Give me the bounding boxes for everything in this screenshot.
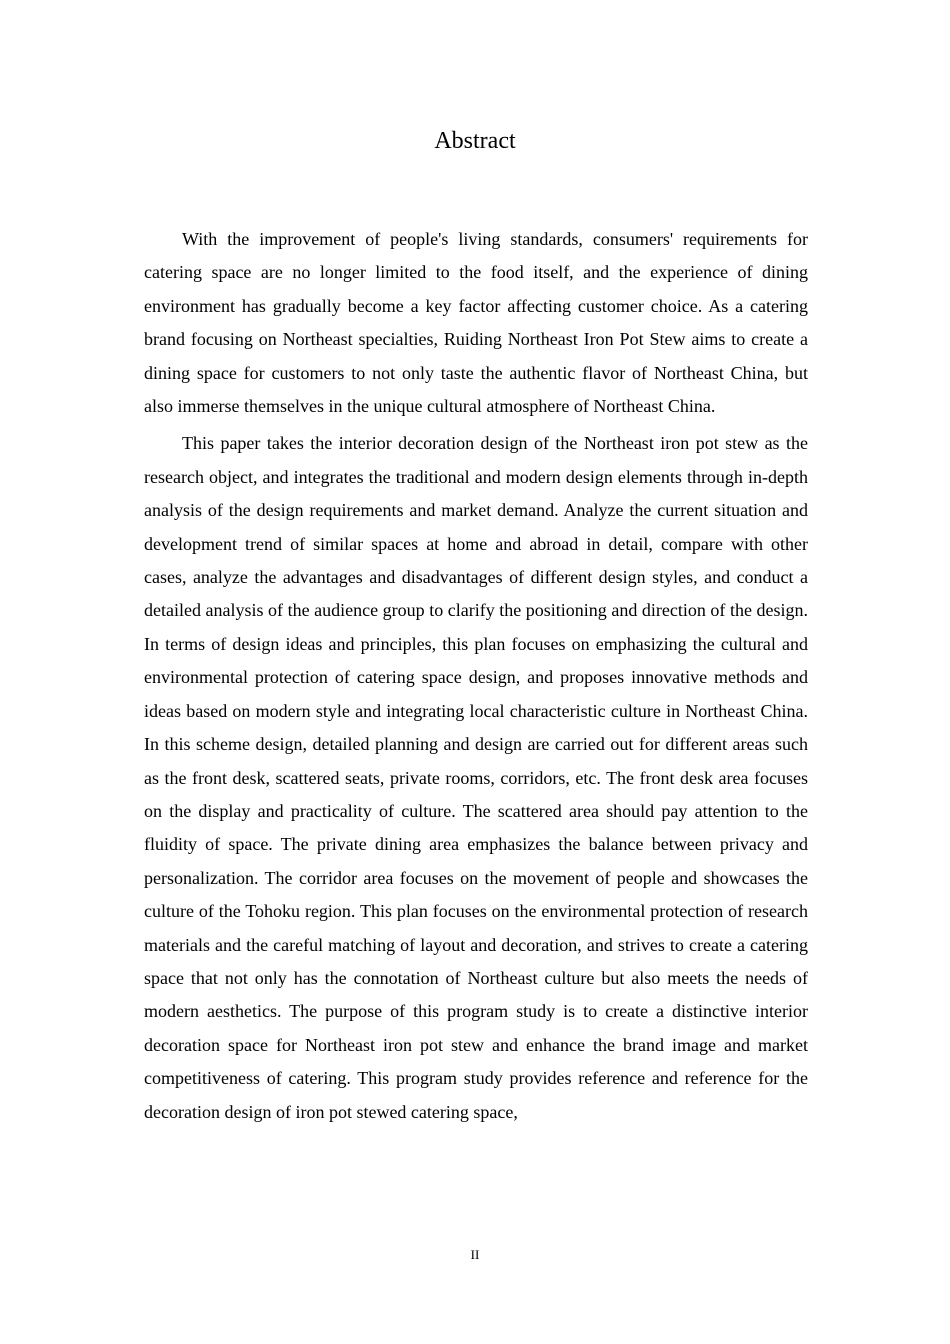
page-number: II — [470, 1247, 480, 1262]
paragraph-2: This paper takes the interior decoration design of the Northeast iron pot stew as the research object, and integrates the traditional and modern design elements through in-depth analysis of the design requirements and market demand. Analyze the current situation and development trend of similar spaces at home and abroad in detail, compare with other cases, analyze the advantages and disadvantages of different design styles, and conduct a detailed analysis of the audience group to clarify the positioning and direction of the design. In terms of design ideas and principles, this plan focuses on emphasizing the cultural and environmental protection of catering space design, and proposes innovative methods and ideas based on modern style and integrating local characteristic culture in Northeast China. In this scheme design, detailed planning and design are carried out for different areas such as the front desk, scattered seats, private rooms, corridors, etc. The front desk area focuses on the display and practicality of culture. The scattered area should pay attention to the fluidity of space. The private dining area emphasizes the balance between privacy and personalization. The corridor area focuses on the movement of people and showcases the culture of the Tohoku region. This plan focuses on the environmental protection of research materials and the careful matching of layout and decoration, and strives to create a catering space that not only has the connotation of Northeast culture but also meets the needs of modern aesthetics. The purpose of this program study is to create a distinctive interior decoration space for Northeast iron pot stew and enhance the brand image and market competitiveness of catering. This program study provides reference and reference for the decoration design of iron pot stewed catering space, — [144, 433, 808, 1122]
page-title: Abstract — [434, 128, 516, 154]
abstract-body — [144, 223, 808, 1133]
paragraph-1: With the improvement of people's living standards, consumers' requirements for catering space are no longer limited to the food itself, and the experience of dining environment has gradually become a key factor affecting customer choice. As a catering brand focusing on Northeast specialties, Ruiding Northeast Iron Pot Stew aims to create a dining space for customers to not only taste the authentic flavor of Northeast China, but also immerse themselves in the unique cultural atmosphere of Northeast China. — [144, 229, 808, 417]
